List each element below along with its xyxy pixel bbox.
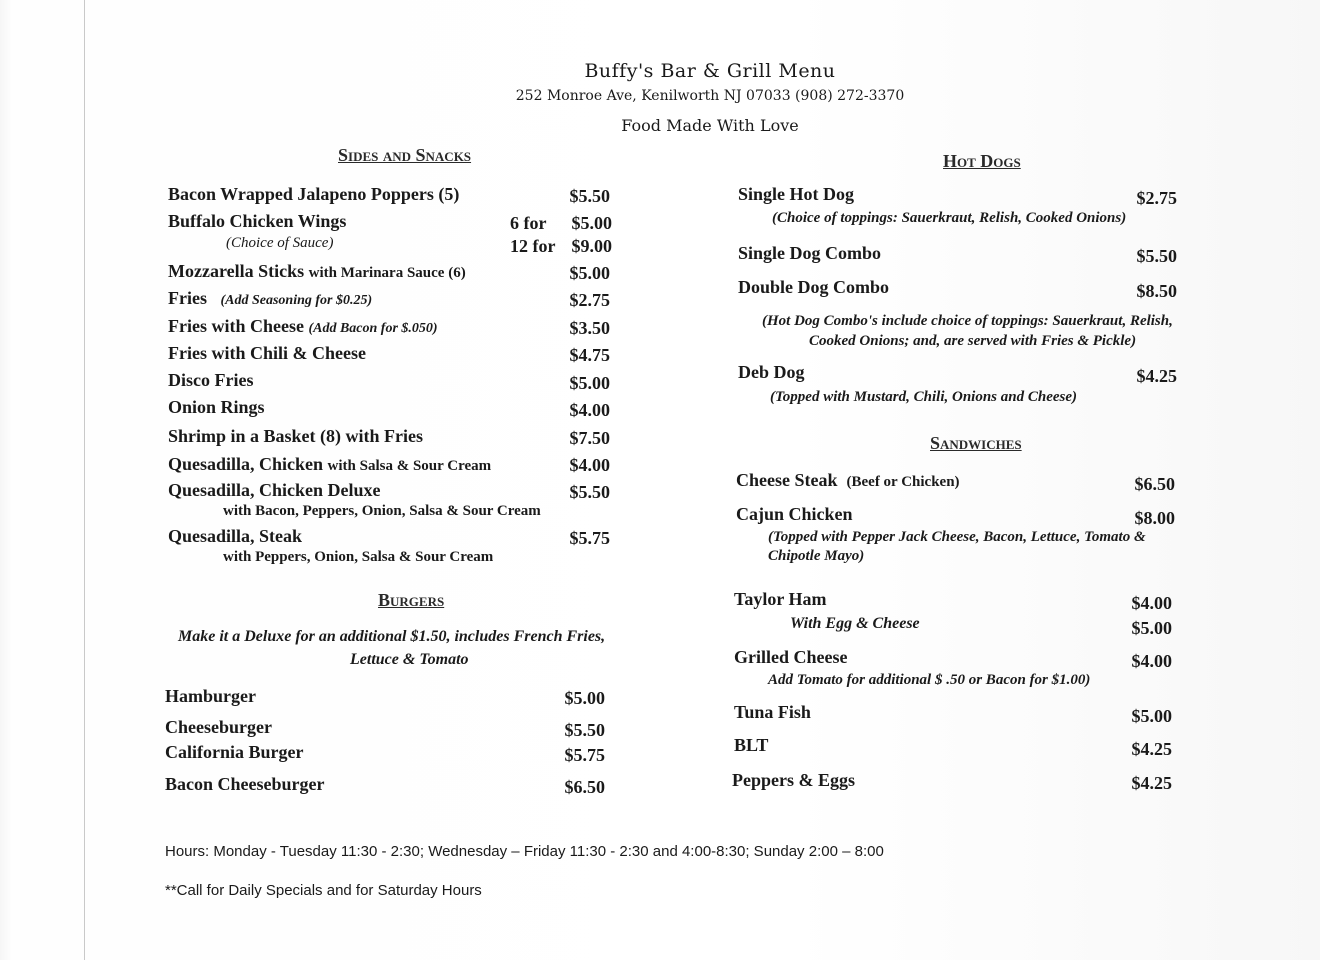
menu-item-name: Onion Rings (168, 397, 265, 417)
menu-item-note: Chipotle Mayo) (768, 548, 865, 564)
menu-item-name: Bacon Cheeseburger (165, 774, 325, 794)
section-title-sides: Sides and Snacks (338, 145, 472, 165)
menu-item-price: $4.25 (1131, 773, 1172, 793)
menu-item-price: $5.00 (1131, 618, 1172, 638)
menu-item-detail: (Add Bacon for $.050) (308, 321, 438, 336)
menu-item-name: BLT (734, 735, 769, 755)
page-edge (84, 0, 85, 960)
menu-item-name: Taylor Ham (734, 589, 827, 609)
menu-item-price: $9.00 (571, 236, 612, 256)
menu-item-price: $5.00 (569, 263, 610, 283)
menu-item-price: $7.50 (569, 428, 610, 448)
menu-item-price: $5.50 (569, 186, 610, 206)
menu-item-name: Quesadilla, Chicken Deluxe (168, 480, 381, 500)
menu-item-price: $5.50 (569, 482, 610, 502)
menu-item-price: $6.50 (564, 777, 605, 797)
menu-item-price: $4.75 (569, 345, 610, 365)
menu-item-price: $4.25 (1136, 366, 1177, 386)
menu-item-price: $4.00 (1131, 651, 1172, 671)
menu-item-name: Peppers & Eggs (732, 770, 855, 790)
menu-item-name: Disco Fries (168, 370, 254, 390)
menu-item-name: Quesadilla, Steak (168, 526, 303, 546)
menu-item-price: $5.00 (564, 688, 605, 708)
menu-item-label: Quesadilla, Chicken (168, 454, 324, 474)
menu-item-price: $8.00 (1134, 508, 1175, 528)
menu-item-name: Cajun Chicken (736, 504, 853, 524)
menu-item-name: Tuna Fish (734, 702, 811, 722)
menu-item-name: Cheeseburger (165, 717, 272, 737)
menu-item-price: $4.25 (1131, 739, 1172, 759)
menu-item-sub: with Bacon, Peppers, Onion, Salsa & Sour Cream (223, 503, 541, 519)
menu-item-qty: 12 for (510, 236, 556, 256)
burgers-note: Lettuce & Tomato (350, 651, 469, 668)
menu-item-price: $5.00 (571, 213, 612, 233)
menu-item-price: $6.50 (1134, 474, 1175, 494)
menu-item-sub: with Peppers, Onion, Salsa & Sour Cream (223, 549, 494, 565)
menu-item-name (168, 316, 438, 337)
menu-item-name (168, 454, 491, 475)
menu-item-price: $2.75 (569, 290, 610, 310)
section-title-hotdogs: Hot Dogs (943, 151, 1021, 171)
menu-item-note: (Topped with Mustard, Chili, Onions and Cheese) (770, 389, 1078, 405)
menu-item-note: Add Tomato for additional $ .50 or Bacon for $1.00) (768, 672, 1091, 688)
menu-item-name (736, 470, 960, 491)
menu-item-price: $8.50 (1136, 281, 1177, 301)
combo-note: Cooked Onions; and, are served with Fries & Pickle) (809, 333, 1137, 349)
menu-title: Buffy's Bar & Grill Menu (584, 60, 836, 82)
address: 252 Monroe Ave, Kenilworth NJ 07033 (908) 272-3370 (515, 88, 905, 104)
menu-item-name: Shrimp in a Basket (8) with Fries (168, 426, 424, 446)
menu-item-detail: (Beef or Chicken) (846, 474, 960, 490)
menu-item-price: $5.00 (569, 373, 610, 393)
menu-item-detail: with Salsa & Sour Cream (327, 458, 492, 474)
menu-item-note: (Topped with Pepper Jack Cheese, Bacon, Lettuce, Tomato & (768, 529, 1146, 545)
menu-item-detail: (Add Seasoning for $0.25) (220, 293, 373, 308)
menu-item-price: $4.00 (569, 400, 610, 420)
specials-text: **Call for Daily Specials and for Saturday Hours (165, 882, 482, 899)
menu-item-price: $2.75 (1136, 188, 1177, 208)
menu-item-label: Cheese Steak (736, 470, 838, 490)
menu-item-name: Double Dog Combo (738, 277, 890, 297)
menu-item-name (168, 261, 466, 282)
menu-item-name: Buffalo Chicken Wings (168, 211, 347, 231)
menu-item-price: $5.75 (564, 745, 605, 765)
menu-item-price: $5.75 (569, 528, 610, 548)
menu-item-label: Fries with Cheese (168, 316, 304, 336)
menu-item-note: (Choice of Sauce) (226, 235, 334, 251)
section-title-burgers: Burgers (378, 590, 445, 610)
menu-item-name: Single Hot Dog (738, 184, 855, 204)
menu-item-price: $4.00 (1131, 593, 1172, 613)
menu-item-price: $3.50 (569, 318, 610, 338)
menu-item-qty: 6 for (510, 213, 547, 233)
combo-note: (Hot Dog Combo's include choice of toppings: Sauerkraut, Relish, (762, 313, 1173, 329)
section-title-sandwiches: Sandwiches (930, 433, 1022, 453)
tagline: Food Made With Love (621, 116, 799, 135)
menu-item-detail: with Marinara Sauce (6) (308, 265, 466, 281)
menu-item-name: Hamburger (165, 686, 256, 706)
menu-item-name: Bacon Wrapped Jalapeno Poppers (5) (168, 184, 460, 204)
menu-item-price: $5.50 (1136, 246, 1177, 266)
menu-item-price: $5.50 (564, 720, 605, 740)
menu-item-sub: With Egg & Cheese (790, 615, 920, 632)
menu-item-name: California Burger (165, 742, 304, 762)
menu-item-note: (Choice of toppings: Sauerkraut, Relish, Cooked Onions) (772, 210, 1127, 226)
menu-item-name (168, 288, 372, 309)
burgers-note: Make it a Deluxe for an additional $1.50, includes French Fries, (178, 628, 606, 645)
menu-item-label: Fries (168, 288, 207, 308)
menu-item-name: Fries with Chili & Cheese (168, 343, 366, 363)
menu-item-name: Grilled Cheese (734, 647, 848, 667)
menu-item-name: Single Dog Combo (738, 243, 882, 263)
hours-text: Hours: Monday - Tuesday 11:30 - 2:30; Wednesday – Friday 11:30 - 2:30 and 4:00-8:30; Sunday 2:00 – 8:00 (165, 843, 884, 860)
menu-item-price: $5.00 (1131, 706, 1172, 726)
menu-item-price: $4.00 (569, 455, 610, 475)
menu-item-name: Deb Dog (738, 362, 805, 382)
menu-item-label: Mozzarella Sticks (168, 261, 305, 281)
